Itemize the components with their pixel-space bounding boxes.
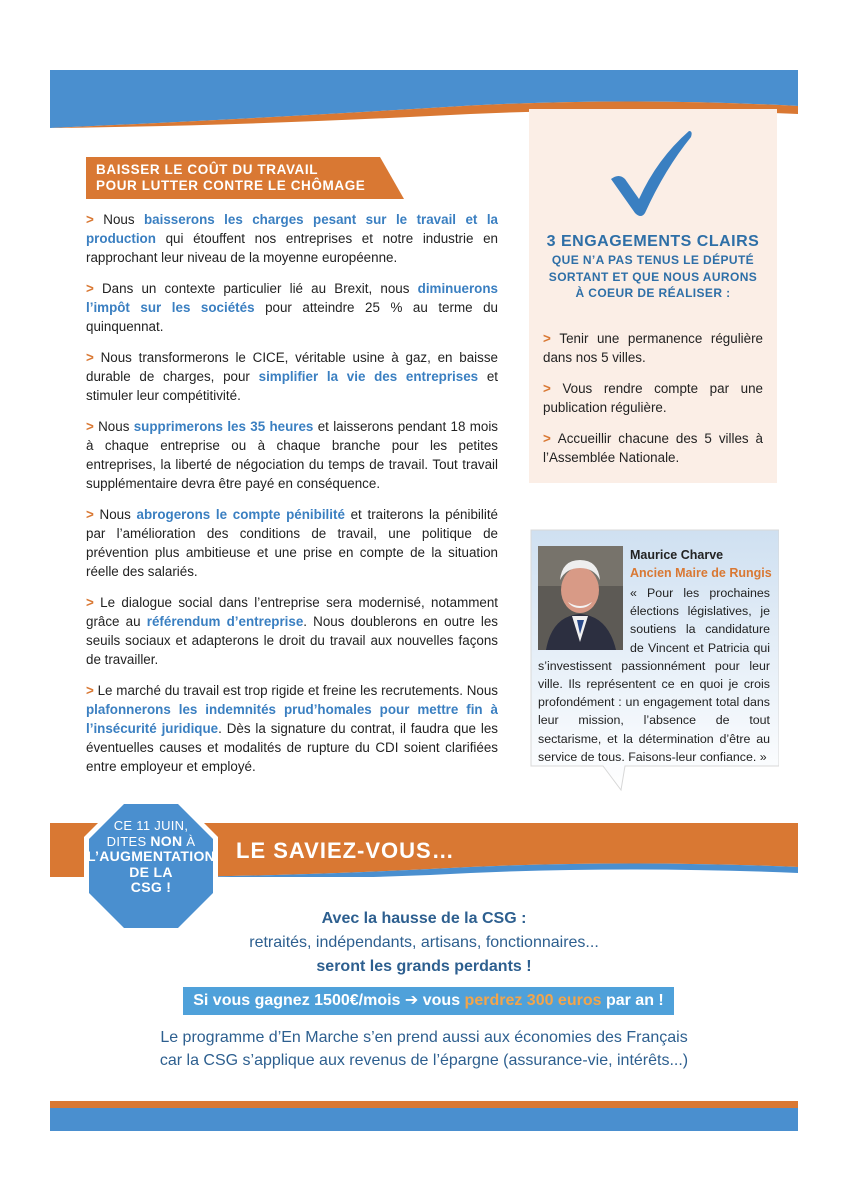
engagements-subtitle-1: QUE N’A PAS TENUS LE DÉPUTÉ [551, 253, 755, 267]
csg-line-3: seront les grands perdants ! [316, 958, 532, 975]
quote-text: « Pour les prochaines élections législatives, je soutiens la candidature de Vincent et Patricia qui s’investissent passionnément pour leur ville. Ils représentent ce en quoi je crois profondément : un engagement total dans leur mission, l’absence de tout sectarisme, et la détermination d’être au service de tous. Faisons-leur confiance. » [538, 586, 770, 764]
engagements-title [529, 232, 777, 302]
saviez-title: LE SAVIEZ-VOUS… [236, 838, 455, 863]
engagements-list [543, 329, 763, 479]
program-paragraph: > Nous supprimerons les 35 heures et laisserons pendant 18 mois à chaque entreprise ou à chaque branche pour les petites entreprises, la liberté de négociation du temps de travail. Tout travail supplémentaire devra être payé en conséquence. [86, 419, 498, 491]
savings-note: Le programme d’En Marche s’en prend aussi aux économies des Français car la CSG s’applique aux revenus de l’épargne (assurance-vie, intérêts...) [159, 1029, 689, 1069]
engagement-item: > Vous rendre compte par une publication régulière. [543, 381, 763, 415]
program-paragraphs [86, 210, 498, 788]
csg-line-2: retraités, indépendants, artisans, fonctionnaires... [249, 934, 599, 951]
quote-author-role: Ancien Maire de Rungis [630, 566, 772, 580]
gain-loss-bar: Si vous gagnez 1500€/mois ➔ vous perdrez 300 euros par an ! [183, 987, 674, 1015]
engagement-item: > Tenir une permanence régulière dans nos 5 villes. [543, 331, 763, 365]
program-paragraph: > Dans un contexte particulier lié au Brexit, nous diminuerons l’impôt sur les sociétés pour atteindre 25 % au terme du quinquennat. [86, 281, 498, 334]
program-paragraph: > Nous abrogerons le compte pénibilité et traiterons la pénibilité par l’amélioration des conditions de travail, une politique de prévention plus ambitieuse et une prise en compte de la situation réelle des salariés. [86, 507, 499, 579]
program-paragraph: > Le dialogue social dans l’entreprise sera modernisé, notamment grâce au référendum d’entreprise. Nous doublerons en outre les seuils sociaux et adapterons le droit du travail aux nouvelles façons de travailler. [86, 595, 498, 667]
bottom-decorative-band [50, 1101, 798, 1131]
engagement-item: > Accueillir chacune des 5 villes à l’Assemblée Nationale. [543, 431, 763, 465]
badge-text: CE 11 JUIN, DITES NON À L’AUGMENTATION DE LA CSG ! [86, 818, 216, 896]
engagements-subtitle-3: À COEUR DE RÉALISER : [575, 286, 731, 300]
engagements-title-main: 3 ENGAGEMENTS CLAIRS [546, 233, 760, 250]
heading-line-2: POUR LUTTER CONTRE LE CHÔMAGE [96, 178, 366, 193]
engagements-box [529, 109, 777, 483]
csg-line-1: Avec la hausse de la CSG : [321, 910, 527, 927]
program-paragraph: > Le marché du travail est trop rigide et freine les recrutements. Nous plafonnerons les indemnités prud’homales pour mettre fin à l’insécurité juridique. Dès la signature du contrat, il faudra que les éventuelles causes et modalités de rupture du CDI soient clarifiées entre employeur et employé. [86, 683, 498, 774]
arrow-right-icon: ➔ [404, 992, 419, 1009]
program-paragraph: > Nous baisserons les charges pesant sur le travail et la production qui étouffent nos entreprises et notre industrie en rapprochant leur niveau de la moyenne européenne. [86, 212, 498, 265]
engagements-subtitle-2: SORTANT ET QUE NOUS AURONS [548, 269, 758, 284]
section-heading [86, 157, 404, 199]
csg-block [50, 906, 798, 980]
program-paragraph: > Nous transformerons le CICE, véritable usine à gaz, en baisse durable de charges, pour simplifier la vie des entreprises et stimuler leur compétitivité. [86, 350, 499, 403]
heading-line-1: BAISSER LE COÛT DU TRAVAIL [96, 162, 319, 177]
quote-author-name: Maurice Charve [630, 548, 724, 562]
checkmark-icon [609, 129, 693, 217]
